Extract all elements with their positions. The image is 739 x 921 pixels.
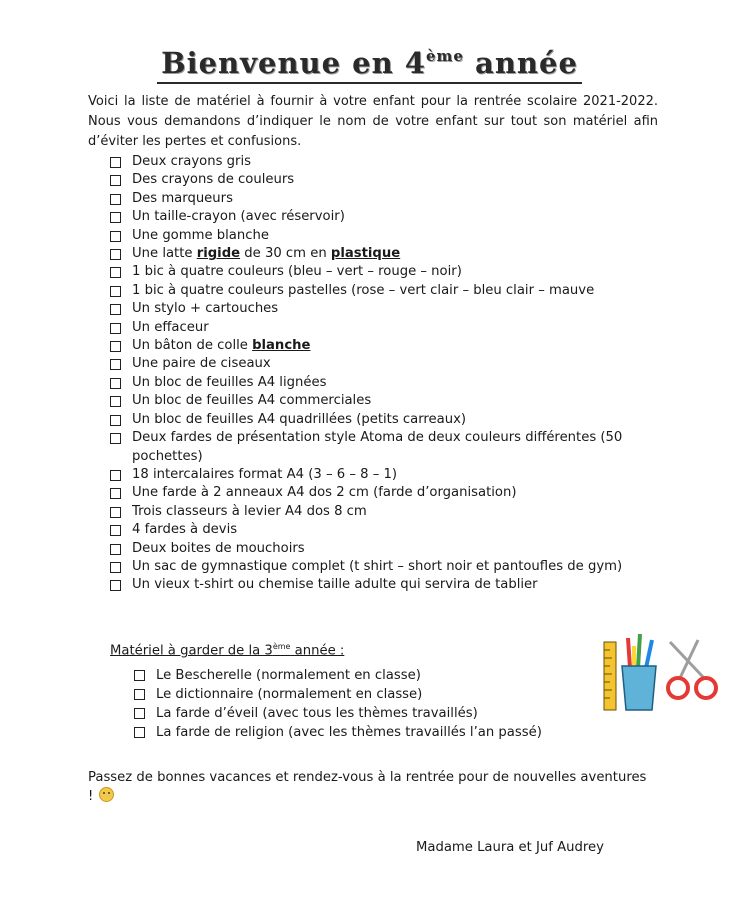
list-item (110, 282, 670, 300)
ruler-shape (604, 642, 616, 710)
list-item (110, 558, 670, 576)
list-item (110, 503, 670, 521)
closing-text: Passez de bonnes vacances et rendez-vous à la rentrée pour de nouvelles aventures ! (88, 770, 647, 804)
checkbox-icon[interactable] (134, 670, 145, 681)
list-item-label: 1 bic à quatre couleurs pastelles (rose – vert clair – bleu clair – mauve (132, 282, 595, 298)
keep-heading-prefix: Matériel à garder de la 3 (110, 643, 273, 659)
list-item (110, 466, 670, 484)
list-item (110, 300, 670, 318)
list-item-label: Un bâton de colle (132, 338, 253, 354)
checkbox-icon[interactable] (110, 396, 121, 407)
pencil-cup (622, 666, 656, 710)
pencil-red (628, 638, 630, 668)
list-item-label: 1 bic à quatre couleurs (bleu – vert – rouge – noir) (132, 264, 462, 280)
list-item-label: Une farde à 2 anneaux A4 dos 2 cm (farde d’organisation) (132, 485, 517, 501)
checkbox-icon[interactable] (110, 267, 121, 278)
list-item-label: Le Bescherelle (normalement en classe) (156, 668, 421, 683)
list-item (110, 484, 670, 502)
list-item (134, 704, 654, 723)
list-item-label: Un sac de gymnastique complet (t shirt – short noir et pantoufles de gym) (132, 558, 623, 574)
keep-heading-superscript: ème (272, 642, 291, 651)
list-item-label: 18 intercalaires format A4 (3 – 6 – 8 – 1) (132, 466, 398, 482)
checkbox-icon[interactable] (110, 323, 121, 334)
title-superscript: ème (425, 47, 464, 65)
list-item (110, 319, 670, 337)
checkbox-icon[interactable] (110, 175, 121, 186)
list-item-label: Un effaceur (132, 319, 209, 335)
list-item-label: Une latte (132, 246, 197, 262)
checkbox-icon[interactable] (110, 544, 121, 555)
list-item (110, 153, 670, 171)
checkbox-icon[interactable] (110, 488, 121, 499)
list-item-label: Deux boites de mouchoirs (132, 540, 305, 556)
checkbox-icon[interactable] (110, 507, 121, 518)
checkbox-icon[interactable] (110, 304, 121, 315)
list-item-label: Des crayons de couleurs (132, 172, 295, 188)
title-suffix: année (463, 46, 578, 80)
list-item (134, 685, 654, 704)
checkbox-icon[interactable] (110, 378, 121, 389)
emphasized-word: plastique (330, 246, 401, 262)
list-item (110, 337, 670, 355)
closing-paragraph (88, 768, 648, 806)
smiley-icon (99, 787, 114, 802)
list-item (110, 521, 670, 539)
school-supplies-clipart-icon (600, 632, 722, 712)
list-item (134, 666, 654, 685)
list-item-label: Une gomme blanche (132, 227, 269, 243)
list-item-label: Un bloc de feuilles A4 commerciales (132, 393, 372, 409)
supply-list (110, 153, 670, 595)
checkbox-icon[interactable] (134, 727, 145, 738)
list-item (110, 540, 670, 558)
checkbox-icon[interactable] (110, 359, 121, 370)
list-item-label: de 30 cm en (240, 246, 331, 262)
checkbox-icon[interactable] (110, 249, 121, 260)
checkbox-icon[interactable] (110, 580, 121, 591)
list-item (110, 392, 670, 410)
pencil-blue (646, 640, 652, 668)
list-item-label: Le dictionnaire (normalement en classe) (156, 687, 423, 702)
list-item-label: Un bloc de feuilles A4 quadrillées (petits carreaux) (132, 411, 467, 427)
keep-heading-suffix: année : (290, 643, 345, 659)
list-item-label: Deux fardes de présentation style Atoma de deux couleurs différentes (50 pochettes) (132, 430, 623, 464)
checkbox-icon[interactable] (110, 341, 121, 352)
checkbox-icon[interactable] (110, 525, 121, 536)
pencil-green (638, 634, 640, 668)
keep-heading (110, 638, 344, 660)
list-item-label: La farde d’éveil (avec tous les thèmes travaillés) (156, 706, 478, 721)
list-item-label: 4 fardes à devis (132, 522, 238, 538)
list-item (110, 429, 670, 466)
list-item-label: Un taille-crayon (avec réservoir) (132, 209, 345, 225)
checkbox-icon[interactable] (110, 231, 121, 242)
checkbox-icon[interactable] (110, 157, 121, 168)
list-item-label: Une paire de ciseaux (132, 356, 271, 372)
signature: Madame Laura et Juf Audrey (416, 840, 604, 855)
list-item-label: Un stylo + cartouches (132, 301, 279, 317)
checkbox-icon[interactable] (110, 194, 121, 205)
checkbox-icon[interactable] (110, 212, 121, 223)
title-prefix: Bienvenue en 4 (161, 46, 426, 80)
list-item (110, 190, 670, 208)
scissors-shape (668, 640, 716, 698)
list-item-label: La farde de religion (avec les thèmes travaillés l’an passé) (156, 725, 542, 740)
list-item (134, 723, 654, 742)
checkbox-icon[interactable] (110, 286, 121, 297)
list-item-label: Un vieux t-shirt ou chemise taille adulte qui servira de tablier (132, 577, 538, 593)
list-item (110, 245, 670, 263)
list-item (110, 374, 670, 392)
list-item-label: Des marqueurs (132, 190, 233, 206)
emphasized-word: rigide (196, 246, 241, 262)
list-item (110, 171, 670, 189)
list-item (110, 576, 670, 594)
checkbox-icon[interactable] (110, 433, 121, 444)
list-item (110, 208, 670, 226)
page-title (0, 46, 739, 84)
emphasized-word: blanche (252, 338, 311, 354)
checkbox-icon[interactable] (110, 562, 121, 573)
checkbox-icon[interactable] (134, 689, 145, 700)
checkbox-icon[interactable] (134, 708, 145, 719)
list-item (110, 411, 670, 429)
list-item-label: Trois classeurs à levier A4 dos 8 cm (132, 503, 367, 519)
checkbox-icon[interactable] (110, 415, 121, 426)
list-item (110, 227, 670, 245)
checkbox-icon[interactable] (110, 470, 121, 481)
list-item-label: Deux crayons gris (132, 154, 251, 169)
keep-list (134, 666, 654, 742)
list-item (110, 355, 670, 373)
list-item-label: Un bloc de feuilles A4 lignées (132, 374, 327, 390)
title-text (157, 46, 582, 84)
list-item (110, 263, 670, 281)
intro-paragraph: Voici la liste de matériel à fournir à votre enfant pour la rentrée scolaire 2021-2022. Nous vous demandons d’indiquer le nom de votre enfant sur tout son matériel afin d’éviter les pertes et confusions. (88, 94, 658, 149)
